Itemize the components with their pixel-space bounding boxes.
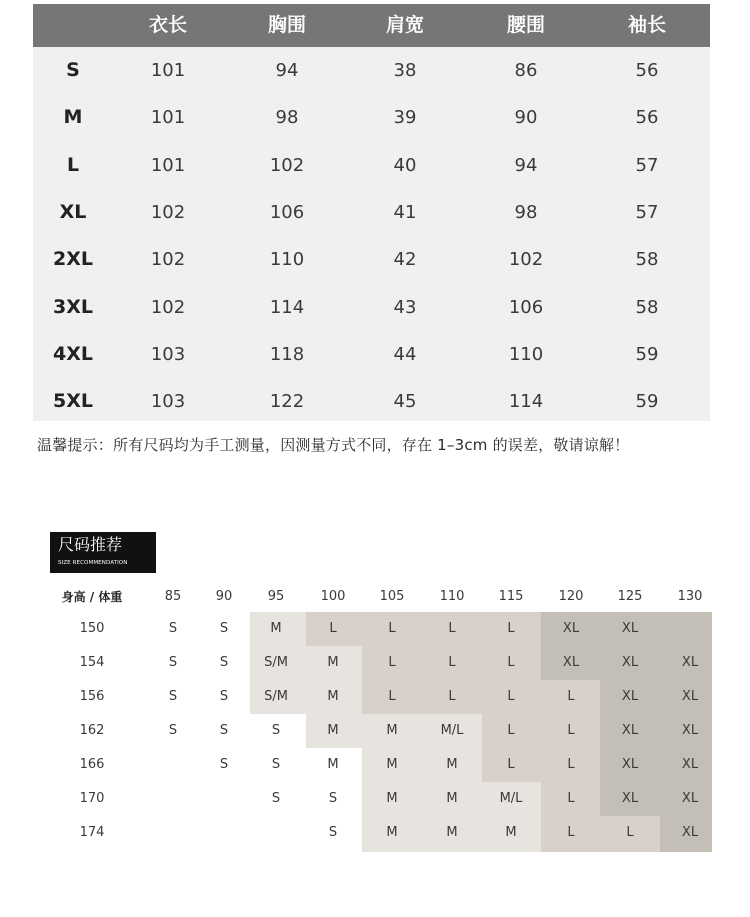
size-row [33,94,710,141]
recommended-size: XL [562,621,580,636]
size-value: 103 [150,343,186,365]
recommended-size: L [329,621,337,636]
recommended-size: S [328,825,338,840]
size-row [33,236,710,283]
weight-label: 110 [439,589,465,604]
size-value: 114 [269,296,305,318]
recommended-size: M [505,825,517,840]
size-header-cell: 衣长 [148,14,187,36]
weight-label: 130 [677,589,703,604]
recommended-size: M [327,723,339,738]
size-value: 39 [393,107,417,129]
recommended-size: L [448,689,456,704]
size-name: L [66,153,80,176]
recommended-size: L [388,621,396,636]
recommended-size: S/M [264,689,288,704]
size-value: 58 [635,249,659,271]
size-value: 103 [150,391,186,413]
recommended-size: XL [681,791,699,806]
size-table-header [33,4,710,47]
recommended-size: L [388,689,396,704]
recommended-size: S [219,757,229,772]
recommended-size: L [507,655,515,670]
size-row [33,142,710,189]
size-header-cell: 肩宽 [385,14,424,36]
recommended-size: XL [681,689,699,704]
recommended-size: XL [621,621,639,636]
recommended-size: L [567,757,575,772]
weight-label: 90 [215,589,233,604]
recommended-size: XL [681,655,699,670]
recommended-size: M [446,791,458,806]
size-value: 56 [635,107,659,129]
recommended-size: XL [621,655,639,670]
size-name: 4XL [53,342,93,365]
recommended-size: S [219,621,229,636]
size-value: 86 [514,60,538,81]
weight-label: 85 [164,589,182,604]
recommended-size: XL [681,825,699,840]
size-value: 101 [150,154,186,176]
recommended-size: XL [621,791,639,806]
weight-label: 105 [379,589,405,604]
size-value: 122 [269,391,305,413]
size-value: 110 [269,249,305,271]
size-value: 41 [393,201,417,223]
size-value: 110 [508,343,544,365]
size-row [33,189,710,236]
size-value: 38 [393,60,417,81]
size-table [33,4,710,421]
recommended-size: L [567,825,575,840]
height-label: 154 [79,655,105,670]
recommended-size: M [327,689,339,704]
size-value: 102 [150,249,186,271]
recommended-size: XL [681,723,699,738]
recommended-size: M [386,723,398,738]
recommended-size: S [219,723,229,738]
recommended-size: M [327,655,339,670]
size-value: 43 [393,296,417,318]
recommended-size: L [507,723,515,738]
weight-label: 95 [267,589,285,604]
size-value: 102 [150,201,186,223]
recommended-size: S [219,689,229,704]
recommended-size: M/L [499,791,523,806]
recommended-size: M [386,825,398,840]
size-value: 94 [275,60,299,81]
recommendation-subtitle: SIZE RECOMMENDATION [58,560,128,566]
recommended-size: S [328,791,338,806]
size-value: 114 [508,391,544,413]
size-value: 45 [393,391,417,413]
recommended-size: L [507,757,515,772]
size-value: 102 [269,154,305,176]
recommended-size: L [567,689,575,704]
recommended-size: S [168,723,178,738]
recommended-size: M [327,757,339,772]
recommended-size: L [388,655,396,670]
recommended-size: S [168,689,178,704]
recommended-size: S [271,791,281,806]
size-header-cell: 袖长 [627,14,666,36]
size-name: S [66,59,80,81]
recommended-size: L [507,689,515,704]
size-value: 56 [635,60,659,81]
measurement-tip: 温馨提示：所有尺码均为手工测量，因测量方式不同，存在 1–3cm 的误差，敬请谅解！ [37,436,630,454]
weight-label: 125 [617,589,643,604]
size-value: 57 [635,201,659,223]
size-value: 118 [269,343,305,365]
size-value: 102 [150,296,186,318]
size-value: 42 [393,249,417,271]
size-value: 98 [514,201,538,223]
recommended-size: XL [681,757,699,772]
size-value: 44 [393,343,417,365]
size-value: 101 [150,107,186,129]
size-header-cell: 胸围 [267,14,306,36]
recommended-size: M [270,621,282,636]
recommendation-title: 尺码推荐 [58,535,123,554]
weight-label: 115 [498,589,524,604]
recommended-size: XL [621,689,639,704]
height-label: 174 [79,825,105,840]
recommended-size: L [448,621,456,636]
recommended-size: L [507,621,515,636]
size-value: 101 [150,60,186,81]
size-value: 40 [393,154,417,176]
size-name: XL [59,200,87,223]
recommended-size: S [219,655,229,670]
height-label: 170 [79,791,105,806]
recommended-size: L [567,791,575,806]
size-value: 90 [514,107,538,129]
size-value: 98 [275,107,299,129]
size-name: 5XL [53,390,93,413]
recommended-size: L [567,723,575,738]
height-label: 150 [79,621,105,636]
size-value: 59 [635,391,659,413]
recommended-size: L [448,655,456,670]
size-row [33,284,710,331]
size-row [33,378,710,425]
recommended-size: XL [621,757,639,772]
recommended-size: M/L [440,723,464,738]
recommended-size: M [446,757,458,772]
recommended-size: S [168,655,178,670]
size-value: 106 [508,296,544,318]
size-name: 3XL [53,295,93,318]
size-value: 57 [635,154,659,176]
height-weight-label: 身高 / 体重 [61,590,123,604]
weight-label: 100 [320,589,346,604]
weight-label: 120 [558,589,584,604]
size-value: 59 [635,343,659,365]
height-label: 166 [79,757,105,772]
size-name: 2XL [53,248,93,271]
recommended-size: M [386,791,398,806]
size-value: 106 [269,201,305,223]
size-header-cell: 腰围 [506,14,545,36]
height-label: 162 [79,723,105,738]
recommended-size: M [386,757,398,772]
size-value: 94 [514,154,538,176]
recommended-size: M [446,825,458,840]
recommended-size: XL [621,723,639,738]
size-row [33,331,710,378]
recommendation-badge [50,532,156,573]
recommended-size: S [271,757,281,772]
recommended-size: L [626,825,634,840]
size-name: M [63,106,83,129]
size-value: 58 [635,296,659,318]
size-row [33,47,710,94]
height-label: 156 [79,689,105,704]
recommended-size: XL [562,655,580,670]
recommended-size: S [168,621,178,636]
recommended-size: S [271,723,281,738]
recommended-size: S/M [264,655,288,670]
size-value: 102 [508,249,544,271]
